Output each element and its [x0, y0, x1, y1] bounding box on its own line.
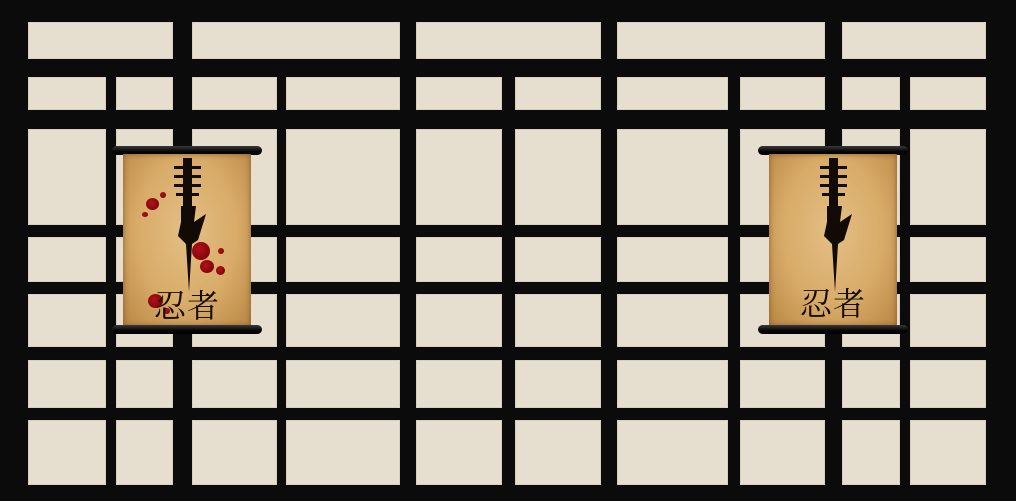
- shoji-pane: [28, 129, 106, 225]
- shoji-pane: [617, 77, 728, 110]
- shoji-pane: [192, 420, 277, 485]
- shoji-pane: [515, 77, 601, 110]
- shoji-pane: [416, 77, 502, 110]
- shoji-pane: [910, 294, 986, 347]
- blood-splatter: [216, 266, 225, 275]
- blood-splatter: [200, 260, 214, 273]
- shoji-pane: [842, 360, 900, 408]
- scroll-left[interactable]: [112, 144, 262, 339]
- shoji-pane: [116, 77, 173, 110]
- shoji-pane: [416, 22, 601, 59]
- shoji-pane: [286, 294, 400, 347]
- scroll-right[interactable]: [758, 144, 908, 339]
- shoji-pane: [286, 129, 400, 225]
- shoji-pane: [416, 294, 502, 347]
- blood-splatter: [192, 242, 210, 260]
- scroll-bottom-rod: [758, 325, 908, 334]
- shoji-pane: [286, 360, 400, 408]
- shoji-pane: [910, 77, 986, 110]
- shoji-pane: [192, 22, 400, 59]
- shoji-pane: [416, 360, 502, 408]
- shoji-pane: [740, 420, 825, 485]
- shoji-pane: [286, 237, 400, 282]
- shoji-pane: [286, 420, 400, 485]
- shoji-pane: [617, 360, 728, 408]
- scroll-kanji: 忍者: [153, 287, 220, 325]
- shoji-pane: [28, 360, 106, 408]
- shoji-pane: [617, 22, 825, 59]
- shoji-pane: [617, 420, 728, 485]
- shoji-pane: [28, 77, 106, 110]
- shoji-pane: [515, 360, 601, 408]
- shoji-pane: [740, 360, 825, 408]
- shoji-pane: [192, 77, 277, 110]
- shoji-pane: [910, 360, 986, 408]
- shoji-pane: [740, 77, 825, 110]
- shoji-pane: [515, 129, 601, 225]
- shoji-pane: [416, 420, 502, 485]
- shoji-pane: [28, 294, 106, 347]
- shoji-pane: [116, 360, 173, 408]
- shoji-pane: [286, 77, 400, 110]
- shoji-pane: [28, 22, 173, 59]
- blood-splatter: [146, 198, 159, 210]
- shoji-pane: [192, 360, 277, 408]
- blood-splatter: [142, 212, 148, 217]
- shoji-pane: [910, 420, 986, 485]
- shoji-pane: [842, 420, 900, 485]
- shoji-pane: [617, 237, 728, 282]
- shoji-pane: [842, 22, 986, 59]
- shoji-pane: [116, 420, 173, 485]
- scroll-bottom-rod: [112, 325, 262, 334]
- shoji-pane: [515, 294, 601, 347]
- shoji-pane: [515, 237, 601, 282]
- shoji-pane: [617, 294, 728, 347]
- shoji-pane: [617, 129, 728, 225]
- shoji-pane: [910, 237, 986, 282]
- shoji-pane: [28, 237, 106, 282]
- blood-splatter: [218, 248, 224, 254]
- shoji-pane: [842, 77, 900, 110]
- shoji-pane: [515, 420, 601, 485]
- scroll-kanji: 忍者: [799, 285, 866, 323]
- blood-splatter: [160, 192, 166, 198]
- shoji-pane: [416, 129, 502, 225]
- shoji-pane: [28, 420, 106, 485]
- shoji-pane: [910, 129, 986, 225]
- shoji-pane: [416, 237, 502, 282]
